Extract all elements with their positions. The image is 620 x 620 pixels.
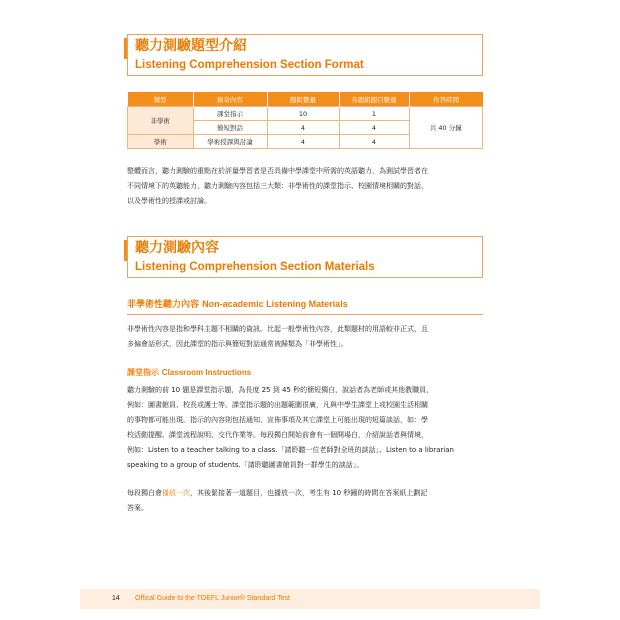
section-format-title-en: Listening Comprehension Section Format [135,59,364,71]
heading-accent-bar [124,38,127,59]
paragraph-line: 例如：圖書館員、校長或護士等。課堂指示題的出題範圍很廣，凡與中學生課堂上或校園生活相關 [127,401,428,409]
section-format-title-zh: 聽力測驗題型介紹 [135,38,247,54]
classroom-paragraph [127,383,487,473]
format-table [127,92,483,149]
paragraph-line [127,486,487,501]
nonacademic-paragraph [127,322,487,352]
table-header: 題組數量 [267,92,339,107]
table-cell-category: 學術 [128,135,194,149]
table-cell: 1 [339,107,409,121]
classroom-heading [127,367,251,378]
heading-accent-bar [124,240,127,261]
paragraph-line: 不同情境下的英聽能力，聽力測驗內容包括三大類：非學術性的課堂指示、校園情境相關的對話， [127,182,428,190]
paragraph-line: 以及學術性的授課或討論。 [127,197,211,205]
closing-text-post: ，其後緊接著一道題目，也播放一次，考生有 10 秒鐘的時間在答案紙上劃記 [190,489,428,497]
table-header: 各題組題目數量 [339,92,409,107]
divider [127,314,483,315]
table-header: 類型 [128,92,194,107]
classroom-heading-en: Classroom Instructions [161,368,252,377]
paragraph-line: speaking to a group of students.「請聆聽圖書館員對一群學生的談話」。 [127,461,364,469]
section-materials-title-en: Listening Comprehension Section Materials [135,261,375,273]
section-materials-title-zh: 聽力測驗內容 [135,240,219,256]
paragraph-line: 整體而言，聽力測驗的重點在於評量學習者是否具備中學課堂中所需的英語聽力，為測試學習者在 [127,167,428,175]
classroom-heading-zh: 課堂指示 [127,368,159,377]
intro-paragraph [127,164,487,209]
table-cell: 4 [339,121,409,135]
table-cell: 10 [267,107,339,121]
paragraph-line: 答案。 [127,504,148,512]
table-cell-category: 非學術 [128,107,194,135]
table-header: 作答時間 [409,92,483,107]
paragraph-line: 的事物都可能出現。指示的內容則包括通知、宣佈事項及其它課堂上可能出現的短篇談話，如：學 [127,416,428,424]
page-footer [80,589,540,609]
nonacademic-heading-zh: 非學術性聽力內容 [127,300,200,310]
section-materials-heading [127,236,483,278]
closing-text-pre: 每段獨白會 [127,489,162,497]
table-cell-time: 共 40 分鐘 [409,107,483,149]
table-cell: 簡短對話 [193,121,267,135]
footer-book-title: Offical Guide to the TOEFL Junior® Standard Test [135,595,290,602]
page-number: 14 [112,595,120,602]
paragraph-line: 多偏會話形式，因此課堂的指示與簡短對話通常被歸類為「非學術性」。 [127,340,348,348]
paragraph-line: 校活動提醒、課堂流程說明、交代作業等。每段獨白開始前會有一個開場白，介紹說話者與情境， [127,431,428,439]
table-cell: 學術授課與討論 [193,135,267,149]
table-cell: 4 [267,135,339,149]
table-header-row [128,92,483,107]
table-cell: 4 [267,121,339,135]
section-format-heading [127,34,483,76]
paragraph-line: 聽力測驗的前 10 題是課堂指示題，為長度 25 到 45 秒的簡短獨白，說話者為老師或其他教職員， [127,386,434,394]
closing-highlight: 播放一次 [162,489,190,497]
table-cell: 課堂指示 [193,107,267,121]
table-row [128,107,483,121]
nonacademic-heading [127,297,348,310]
nonacademic-heading-en: Non-academic Listening Materials [202,299,348,309]
classroom-closing-paragraph [127,486,487,516]
paragraph-line: 例如：Listen to a teacher talking to a class.「請聆聽一位老師對全班的談話」、Listen to a librarian [127,446,454,454]
table-cell: 4 [339,135,409,149]
table-header: 錄音內容 [193,92,267,107]
paragraph-line: 非學術性內容是指和學科主題不相關的資訊。比起一般學術性內容，此類題材的用語較非正式，且 [127,325,428,333]
